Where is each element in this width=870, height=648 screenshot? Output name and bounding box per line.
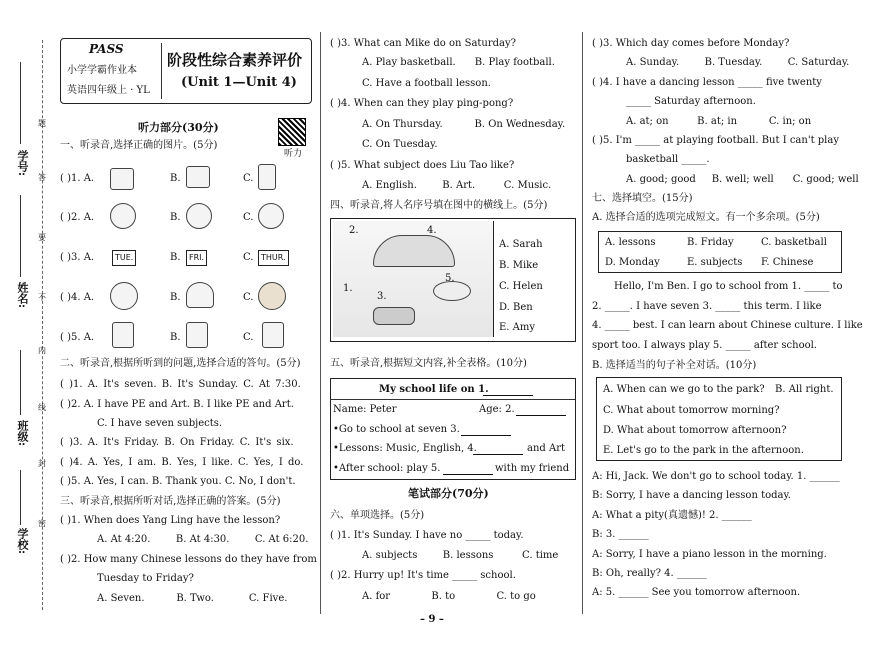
- table-cell: •Go to school at seven 3.: [333, 424, 460, 435]
- sec2-title: 二、听录音,根据所听到的问题,选择合适的答句。(5分): [60, 358, 301, 369]
- question-line: A. at; on B. at; in C. in; on: [626, 116, 812, 127]
- option-label: C.: [243, 252, 254, 263]
- person-name: D. Ben: [499, 302, 533, 313]
- passage-line: Hello, I'm Ben. I go to school from 1. _____ to: [614, 281, 843, 292]
- word-option: E. subjects: [687, 257, 743, 268]
- sentence-option: C. What about tomorrow morning?: [603, 405, 780, 416]
- question-line: ( )2. Hurry up! It's time _____ school.: [330, 570, 516, 581]
- page-number: – 9 –: [420, 614, 444, 625]
- question-line: ( )4. A. Yes, I am. B. Yes, I like. C. Yes, I do.: [60, 457, 304, 468]
- dialog-line: A: Sorry, I have a piano lesson in the morning.: [592, 549, 827, 560]
- question-line: ( )2. How many Chinese lessons do they have from: [60, 554, 317, 565]
- person-name: B. Mike: [499, 260, 539, 271]
- table-cell: Age: 2.: [479, 404, 515, 415]
- table-cell: Name: Peter: [333, 404, 397, 415]
- word-options-box: [598, 231, 842, 273]
- word-option: F. Chinese: [761, 257, 814, 268]
- calendar-day-icon: TUE.: [112, 250, 136, 266]
- seal-char: 密: [38, 519, 46, 528]
- picture-number: 3.: [377, 291, 387, 302]
- sec7-title: 七、选择填空。(15分): [592, 193, 693, 204]
- listening-title: 听力部分(30分): [138, 121, 219, 134]
- seal-char: 题: [38, 119, 46, 128]
- blank-line[interactable]: [483, 395, 533, 396]
- word-option: A. lessons: [605, 237, 656, 248]
- sentence-option: B. All right.: [775, 384, 834, 395]
- q-number: ( )4. A.: [60, 292, 95, 303]
- word-option: B. Friday: [687, 237, 734, 248]
- column-divider: [320, 32, 321, 614]
- blank-line[interactable]: [516, 415, 566, 416]
- question-line: A. At 4:20. B. At 4:30. C. At 6:20.: [97, 534, 309, 545]
- table-cell: with my friend: [495, 463, 570, 474]
- dialog-line: B: Sorry, I have a dancing lesson today.: [592, 490, 791, 501]
- picture-number: 2.: [349, 225, 359, 236]
- basketball-icon: [258, 282, 286, 310]
- sentence-option: E. Let's go to the park in the afternoon.: [603, 445, 804, 456]
- child-activity-icon: [112, 322, 134, 348]
- word-option: D. Monday: [605, 257, 660, 268]
- table-cell: •After school: play 5.: [333, 463, 441, 474]
- question-line: A. for B. to C. to go: [362, 591, 536, 602]
- child-activity-icon: [186, 322, 208, 348]
- picture-option-icon: [186, 166, 210, 188]
- sec4-title: 四、听录音,将人名序号填在图中的横线上。(5分): [330, 200, 548, 211]
- park-picture-box: [330, 218, 576, 342]
- class-label: 班级:: [16, 420, 29, 447]
- seal-char: 线: [38, 403, 46, 412]
- question-line: ( )4. When can they play ping-pong?: [330, 98, 514, 109]
- exam-unit: (Unit 1—Unit 4): [181, 75, 297, 90]
- seal-char: 不: [38, 293, 46, 302]
- question-line: basketball _____.: [626, 154, 710, 165]
- question-line: Tuesday to Friday?: [97, 573, 194, 584]
- option-label: C.: [243, 173, 254, 184]
- calendar-day-icon: FRI.: [186, 250, 207, 266]
- passage-line: sport too. I always play 5. _____ after school.: [592, 340, 817, 351]
- calendar-day-icon: THUR.: [258, 250, 289, 266]
- sec1-title: 一、听录音,选择正确的图片。(5分): [60, 140, 218, 151]
- option-label: B.: [170, 292, 181, 303]
- sec3-title: 三、听录音,根据所听对话,选择正确的答案。(5分): [60, 496, 281, 507]
- pass-logo: PASS: [89, 42, 124, 56]
- blank-line[interactable]: [461, 435, 511, 436]
- question-line: A. English. B. Art. C. Music.: [362, 180, 552, 191]
- option-label: B.: [170, 173, 181, 184]
- question-line: ( )1. When does Yang Ling have the lesson?: [60, 515, 281, 526]
- picture-number: 1.: [343, 283, 353, 294]
- clock-icon: [258, 203, 284, 229]
- grade-label: 英语四年级上 · YL: [67, 85, 150, 96]
- picture-option-icon: [110, 168, 134, 190]
- question-line: A. subjects B. lessons C. time: [362, 550, 559, 561]
- dialog-line: B: Oh, really? 4. ______: [592, 568, 707, 579]
- blank-line[interactable]: [473, 454, 523, 455]
- seal-char: 答: [38, 173, 46, 182]
- flowerbed-icon: [373, 307, 415, 325]
- question-line: ( )3. A. It's Friday. B. On Friday. C. It's six.: [60, 437, 294, 448]
- question-line: ( )1. It's Sunday. I have no _____ today.: [330, 530, 524, 541]
- park-scene-image: [333, 221, 494, 337]
- question-line: ( )2. A. I have PE and Art. B. I like PE and Art.: [60, 399, 294, 410]
- option-label: C.: [243, 332, 254, 343]
- id-label: 学号:: [16, 150, 29, 177]
- option-label: B.: [170, 212, 181, 223]
- seal-char: 要: [38, 233, 46, 242]
- exam-title: 阶段性综合素养评价: [167, 51, 303, 69]
- header-box: [60, 38, 312, 104]
- sec7a-title: A. 选择合适的选项完成短文。有一个多余项。(5分): [592, 212, 820, 223]
- question-line: C. Have a football lesson.: [362, 78, 491, 89]
- person-name: A. Sarah: [499, 239, 543, 250]
- child-activity-icon: [262, 322, 284, 348]
- person-name: C. Helen: [499, 281, 543, 292]
- option-label: B.: [170, 252, 181, 263]
- column-divider: [582, 32, 583, 614]
- table-cell: •Lessons: Music, English, 4.: [333, 443, 477, 454]
- dialog-line: B: 3. ______: [592, 529, 649, 540]
- word-option: C. basketball: [761, 237, 827, 248]
- microscope-icon: [258, 164, 276, 190]
- series-name: 小学学霸作业本: [67, 65, 137, 76]
- table-cell: and Art: [527, 443, 566, 454]
- picture-number: 5.: [445, 273, 455, 284]
- sentence-option: D. What about tomorrow afternoon?: [603, 425, 787, 436]
- sec7b-title: B. 选择适当的句子补全对话。(10分): [592, 360, 757, 371]
- school-label: 学校:: [16, 528, 29, 555]
- table-title: My school life on 1.: [379, 384, 489, 395]
- seal-char: 内: [38, 346, 46, 355]
- dialog-line: A: Hi, Jack. We don't go to school today. 1. ______: [592, 471, 840, 482]
- question-line: A. On Thursday. B. On Wednesday.: [362, 119, 566, 130]
- question-line: ( )1. A. It's seven. B. It's Sunday. C. At 7:30.: [60, 379, 301, 390]
- ping-pong-icon: [186, 282, 214, 308]
- qr-code-icon[interactable]: [278, 118, 306, 146]
- question-line: ( )3. What can Mike do on Saturday?: [330, 38, 517, 49]
- question-line: A. Seven. B. Two. C. Five.: [97, 593, 288, 604]
- blank-line[interactable]: [443, 474, 493, 475]
- passage-line: 2. _____. I have seven 3. _____ this term. I like: [592, 301, 822, 312]
- option-label: C.: [243, 212, 254, 223]
- q-number: ( )1. A.: [60, 173, 95, 184]
- question-line: ( )5. I'm _____ at playing football. But I can't play: [592, 135, 839, 146]
- sentence-options-box: [596, 377, 842, 461]
- question-line: C. I have seven subjects.: [97, 418, 223, 429]
- clock-icon: [186, 203, 212, 229]
- q-number: ( )2. A.: [60, 212, 95, 223]
- binding-strip: [0, 0, 48, 648]
- sentence-option: A. When can we go to the park?: [603, 384, 765, 395]
- option-label: B.: [170, 332, 181, 343]
- picture-number: 4.: [427, 225, 437, 236]
- question-line: ( )4. I have a dancing lesson _____ five twenty: [592, 77, 822, 88]
- dialog-line: A: What a pity(真遗憾)! 2. ______: [592, 510, 752, 521]
- q-number: ( )3. A.: [60, 252, 95, 263]
- dialog-line: A: 5. ______ See you tomorrow afternoon.: [592, 587, 801, 598]
- question-line: ( )3. Which day comes before Monday?: [592, 38, 790, 49]
- tree-icon: [373, 235, 455, 267]
- name-label: 姓名:: [16, 282, 29, 309]
- passage-line: 4. _____ best. I can learn about Chinese culture. I like: [592, 320, 863, 331]
- written-title: 笔试部分(70分): [408, 487, 489, 500]
- question-line: A. good; good B. well; well C. good; well: [626, 174, 859, 185]
- question-line: A. Play basketball. B. Play football.: [362, 57, 555, 68]
- question-line: ( )5. What subject does Liu Tao like?: [330, 160, 515, 171]
- sec5-title: 五、听录音,根据短文内容,补全表格。(10分): [330, 358, 527, 369]
- sec6-title: 六、单项选择。(5分): [330, 510, 425, 521]
- option-label: C.: [243, 292, 254, 303]
- clock-icon: [110, 203, 136, 229]
- school-life-table: [330, 378, 576, 480]
- question-line: _____ Saturday afternoon.: [626, 96, 756, 107]
- question-line: C. On Tuesday.: [362, 139, 438, 150]
- q-number: ( )5. A.: [60, 332, 95, 343]
- qr-label: 听力: [284, 149, 303, 159]
- seal-char: 封: [38, 459, 46, 468]
- person-name: E. Amy: [499, 322, 536, 333]
- question-line: ( )5. A. Yes, I can. B. Thank you. C. No, I don't.: [60, 476, 296, 487]
- football-icon: [110, 282, 138, 310]
- question-line: A. Sunday. B. Tuesday. C. Saturday.: [626, 57, 850, 68]
